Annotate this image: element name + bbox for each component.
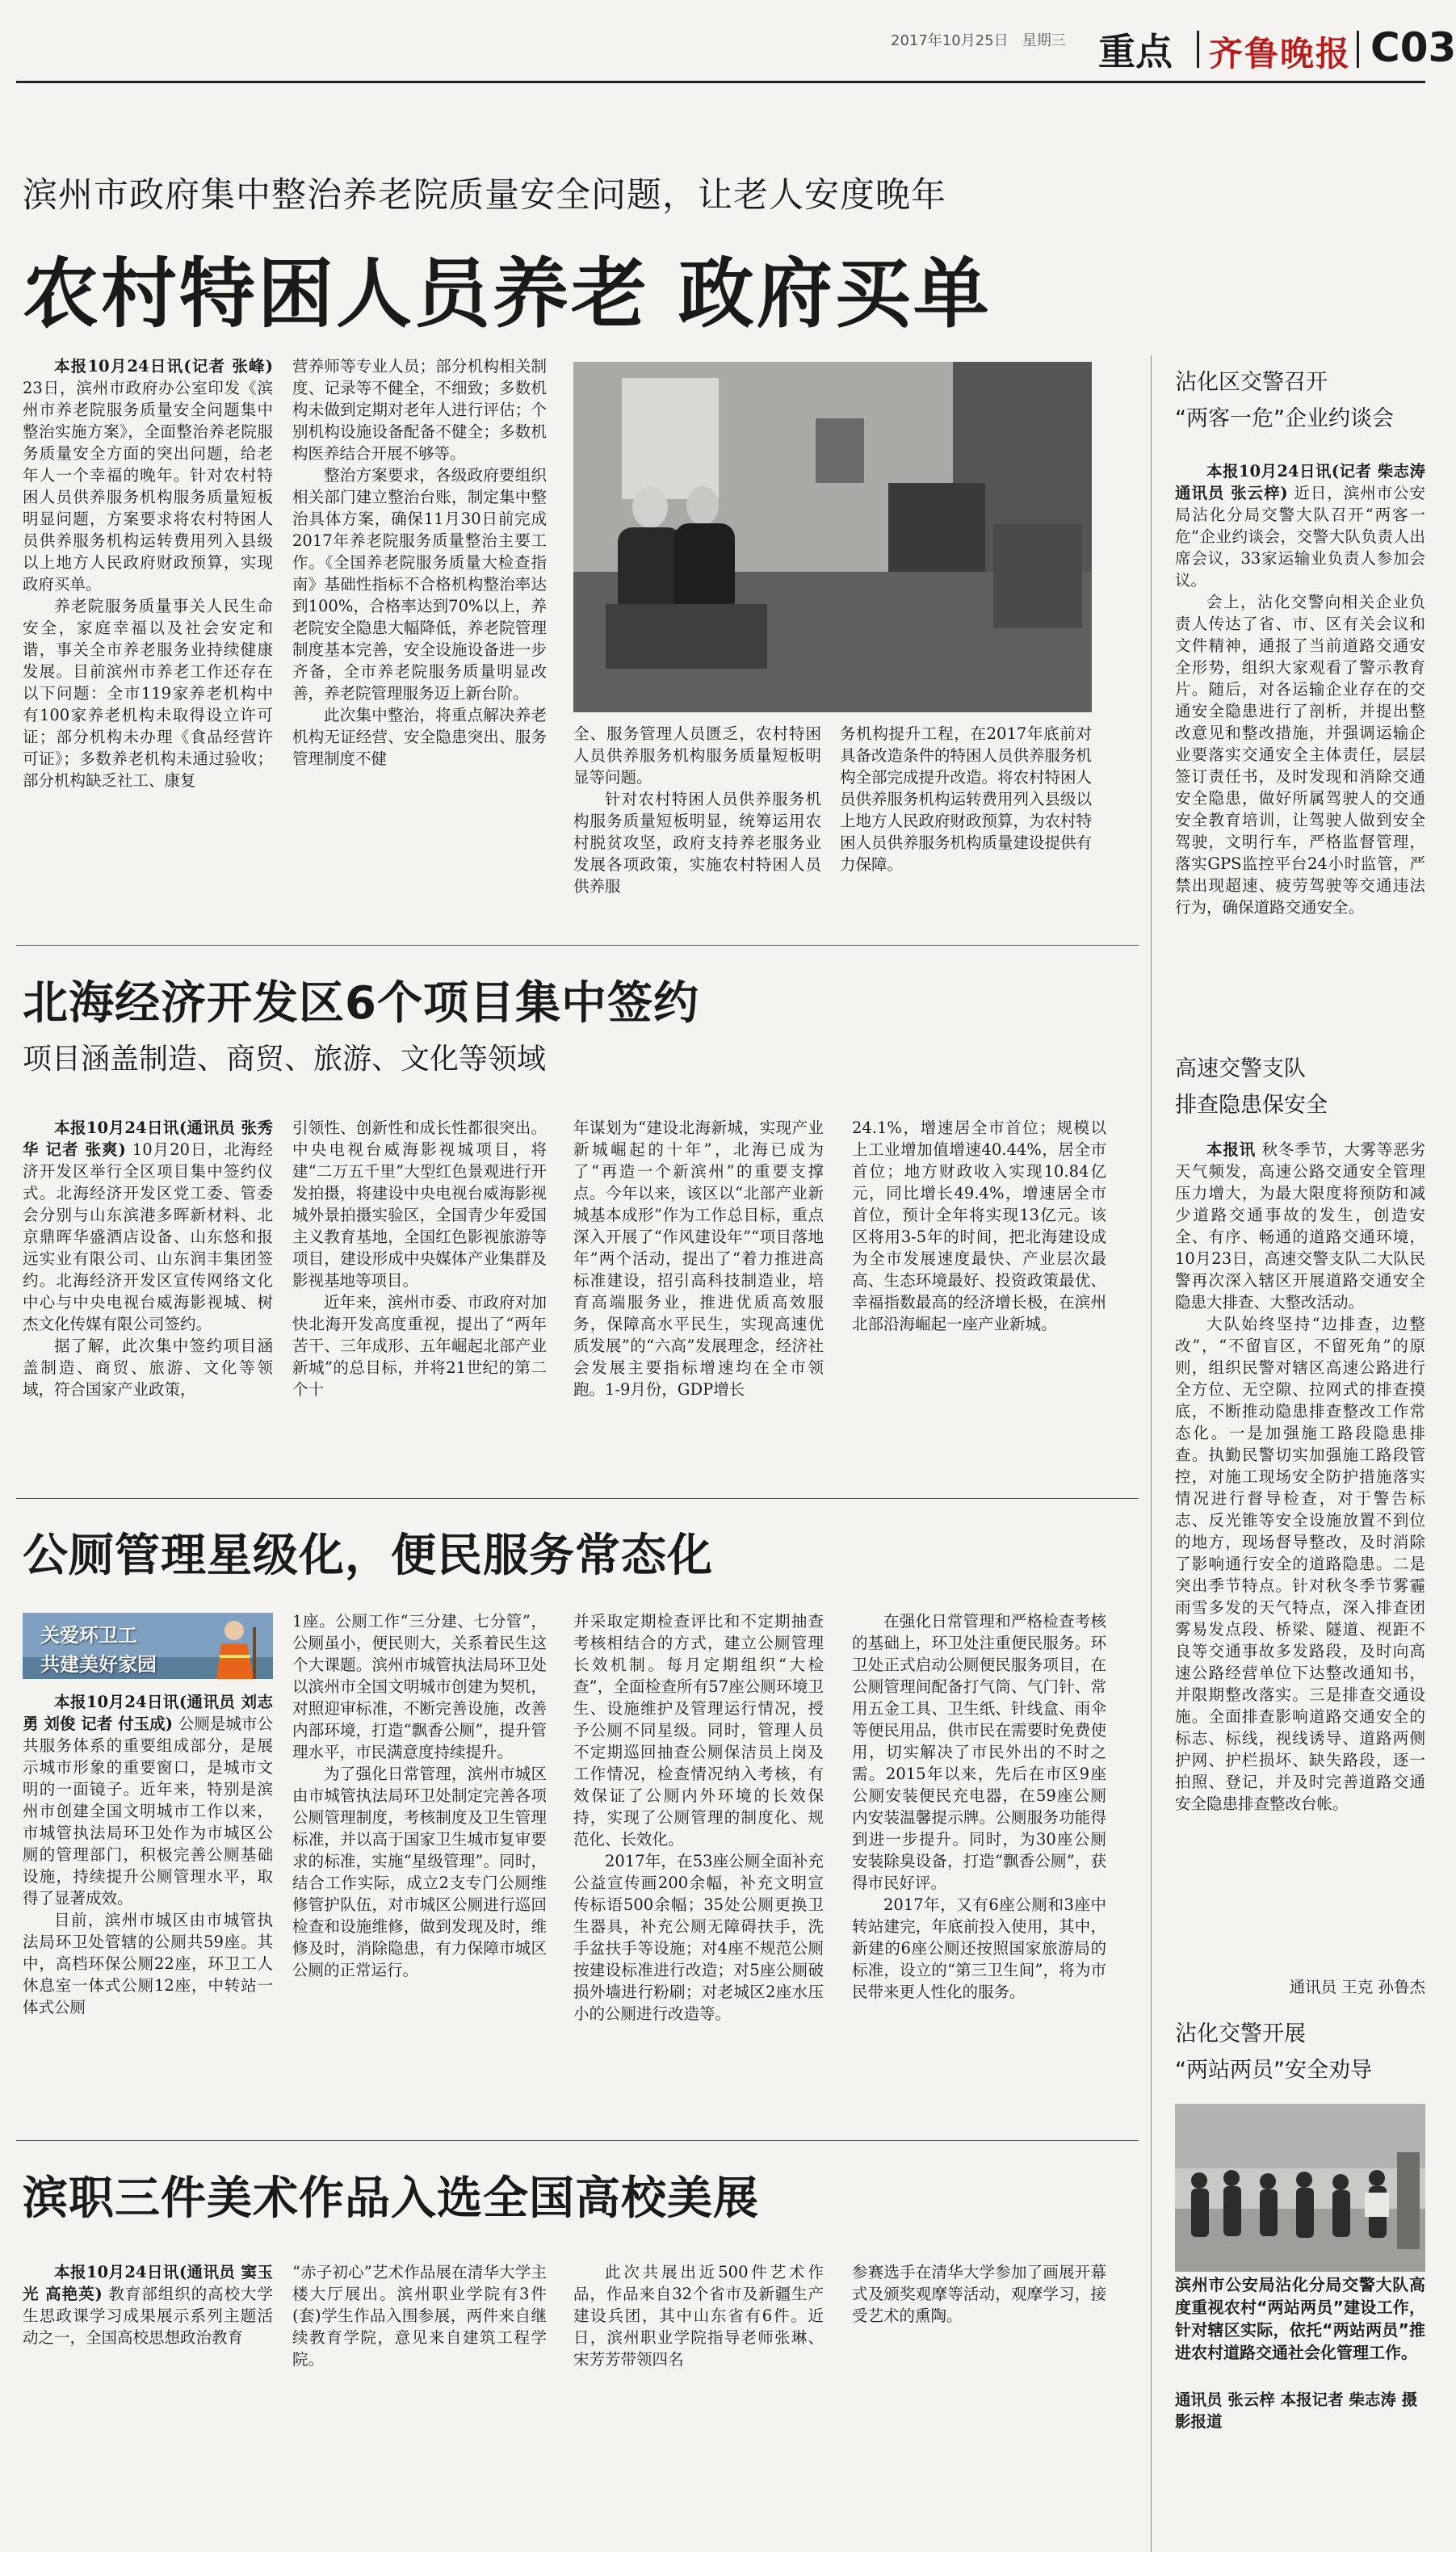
story2-para: 年谋划为“建设北海新城，实现产业新城崛起的十年”，北海已成为了“再造一个新滨州”的重要支撑点。今年以来，该区以“北部产业新城基本成形”作为工作总目标，重点深入开展了“作风建设年”“项目落地年”两个活动，提出了“着力推进高标准建设，招引高科技制造业，培育高端服务业，推进优质高效服务，保障高水平民生，实现高速优质发展”的“六高”发展理念，经济社会发展主要指标增速均在全市领跑。1-9月份，GDP增长 — [573, 1119, 824, 1399]
story2-col2 — [292, 1117, 547, 1480]
side1-body — [1175, 460, 1425, 1040]
story2-col4 — [852, 1117, 1106, 1480]
weekday-text: 星期三 — [1022, 32, 1066, 49]
issue-date — [891, 29, 1066, 50]
paper-logo: 齐鲁晚报 — [1209, 34, 1352, 73]
section-rule — [16, 945, 1139, 946]
header-rule — [16, 81, 1425, 83]
story2-col1 — [23, 1117, 273, 1480]
side3-caption: 滨州市公安局沾化分局交警大队高度重视农村“两站两员”建设工作，针对辖区实际，依托“两站两员”推进农村道路交通社会化管理工作。 — [1175, 2275, 1425, 2362]
story4-para: “赤子初心”艺术作品展在清华大学主楼大厅展出。滨州职业学院有3件(套)学生作品入围参展，两件来自继续教育学院，意见来自建筑工程学院。 — [292, 2263, 547, 2369]
story1-para: 整治方案要求，各级政府要组织相关部门建立整治台账，制定集中整治具体方案，确保11月30日前完成2017年养老院服务质量整治主要工作。《全国养老院服务质量大检查指南》基础性指标不合格机构整治率达到100%，合格率达到70%以上，养老院安全隐患大幅降低，养老院管理制度基本完善，安全设施设备进一步齐备，全市养老院服务质量明显改善，养老院管理服务迈上新台阶。 — [292, 466, 547, 703]
story1-para: 针对农村特困人员供养服务机构服务质量短板明显，统筹运用农村脱贫攻坚，政府支持养老服务业发展各项政策，实施农村特困人员供养服 — [573, 790, 821, 896]
side2-para: 秋冬季节，大雾等恶劣天气频发，高速公路交通安全管理压力增大，为最大限度将预防和减少道路交通事故的发生，创造安全、有序、畅通的道路交通环境，10月23日，高速交警支队二大队民警再次深入辖区开展道路交通安全隐患大排查、大整改活动。 — [1175, 1140, 1425, 1312]
story3-para: 目前，滨州市城区由市城管执法局环卫处管辖的公厕共59座。其中，高档环保公厕22座，环卫工人休息室一体式公厕12座，中转站一体式公厕 — [23, 1911, 273, 2017]
header-divider — [1197, 31, 1199, 68]
story3-dateline: 本报10月24日讯(通讯员 刘志勇 刘俊 记者 付玉成) — [23, 1693, 273, 1733]
side2-title-line2: 排查隐患保安全 — [1175, 1093, 1328, 1118]
side2-dateline: 本报讯 — [1206, 1140, 1262, 1159]
story4-col1 — [23, 2261, 273, 2399]
side2-byline: 通讯员 王克 孙鲁杰 — [1289, 1978, 1425, 1996]
story1-para: 营养师等专业人员；部分机构相关制度、记录等不健全，不细致；多数机构未做到定期对老年人进行评估；个别机构设施设备配备不健全；多数机构医养结合开展不够等。 — [292, 357, 547, 463]
story2-col3 — [573, 1117, 824, 1480]
story1-para: 养老院服务质量事关人民生命安全，家庭幸福以及社会安定和谐，事关全市养老服务业持续健康发展。目前滨州市养老工作还存在以下问题：全市119家养老机构中有100家养老机构未取得设立许可证；部分机构未办理《食品经营许可证》；多数养老机构未通过验收；部分机构缺乏社工、康复 — [23, 597, 273, 790]
story1-dateline: 本报10月24日讯(记者 张峰) — [54, 357, 273, 376]
side1-para: 近日，滨州市公安局沾化分局交警大队召开“两客一危”企业约谈会，交警大队负责人出席会议，33家运输业负责人参加会议。 — [1175, 484, 1425, 590]
story4-para: 此次共展出近500件艺术作品，作品来自32个省市及新疆生产建设兵团，其中山东省有6件。近日，滨州职业学院指导老师张琳、宋芳芳带领四名 — [573, 2263, 824, 2369]
story2-para: 10月20日，北海经济开发区举行全区项目集中签约仪式。北海经济开发区党工委、管委会分别与山东滨港多晖新材料、北京鼎晖华盛酒店设备、山东悠和报远实业有限公司、山东润丰集团签约。北海经济开发区宣传网络文化中心与中央电视台威海影视城、树杰文化传媒有限公司签约。 — [23, 1140, 273, 1333]
story2-subhead: 项目涵盖制造、商贸、旅游、文化等领域 — [23, 1043, 547, 1076]
story3-col4 — [852, 1610, 1106, 2124]
story4-para: 教育部组织的高校大学生思政课学习成果展示系列主题活动之一，全国高校思想政治教育 — [23, 2285, 273, 2347]
story4-dateline: 本报10月24日讯(通讯员 窦玉光 高艳英) — [23, 2263, 273, 2303]
story3-col3 — [573, 1610, 824, 2124]
side2-body — [1175, 1139, 1425, 1972]
side2-para: 大队始终坚持“边排查，边整改”，“不留盲区，不留死角”的原则，组织民警对辖区高速公路进行全方位、无空隙、拉网式的排查摸底，不断推动隐患排查整改工作常态化。一是加强施工路段隐患排查。执勤民警切实加强施工路段管控，对施工现场安全防护措施落实情况进行督导检查，对于警告标志、反光锥等安全设施放置不到位的地方，现场督导整改，及时消除了影响通行安全的道路隐患。二是突出季节特点。针对秋冬季节雾霾雨雪多发的天气特点，深入排查团雾易发点段、桥梁、隧道、视距不良等交通事故多发路段，及时向高速公路经营单位下达整改通知书，并限期整改落实。三是排查交通设施。全面排查影响道路交通安全的标志、标线，视线诱导、道路两侧护网、护栏损坏、缺失路段，逐一拍照、登记，并及时完善道路交通安全隐患排查整改台帐。 — [1175, 1315, 1425, 1813]
side3-title-line1: 沾化交警开展 — [1175, 2021, 1306, 2046]
story3-para: 在强化日常管理和严格检查考核的基础上，环卫处注重便民服务。环卫处正式启动公厕便民服务项目，在公厕管理间配备打气筒、气门针、常用五金工具、卫生纸、针线盒、雨伞等便民用品，供市民在需要时免费使用，切实解决了市民外出的不时之需。2015年以来，先后在市区9座公厕安装便民充电器，在59座公厕内安装温馨提示牌。公厕服务功能得到进一步提升。同时，为30座公厕安装除臭设备，打造“飘香公厕”，获得市民好评。 — [852, 1612, 1106, 1892]
story1-para: 23日，滨州市政府办公室印发《滨州市养老院服务质量安全问题集中整治实施方案》，全面整治养老院服务质量安全方面的突出问题，给老年人一个幸福的晚年。针对农村特困人员供养服务机构服务质量短板明显问题，方案要求将农村特困人员供养服务机构运转费用列入县级以上地方人民政府财政预算，实现政府买单。 — [23, 379, 273, 594]
side2-title-line1: 高速交警支队 — [1175, 1056, 1306, 1081]
side1-para: 会上，沾化交警向相关企业负责人传达了省、市、区有关会议和文件精神，通报了当前道路交通安全形势，组织大家观看了警示教育片。随后，对各运输企业存在的交通安全隐患进行了剖析，并提出整改意见和整改措施，并强调运输企业要落实交通安全主体责任，层层签订责任书，及时发现和消除交通安全隐患，做好所属驾驶人的交通安全教育培训，让驾驶人做到安全驾驶，文明行车，严格监督管理，落实GPS监控平台24小时监管，严禁出现超速、疲劳驾驶等交通违法行为，确保道路交通安全。 — [1175, 593, 1425, 917]
story1-para: 全、服务管理人员匮乏，农村特困人员供养服务机构服务质量短板明显等问题。 — [573, 724, 821, 787]
story2-para: 引领性、创新性和成长性都很突出。中央电视台威海影视城项目，将建“二万五千里”大型红色景观进行开发拍摄，将建设中央电视台威海影视城外景拍摄实验区，全国青少年爱国主义教育基地，全国红色影视旅游等项目，建设形成中央媒体产业集群及影视基地等项目。 — [292, 1119, 547, 1290]
story1-col2 — [292, 355, 547, 921]
story2-para: 近年来，滨州市委、市政府对加快北海开发高度重视，提出了“两年苦干、三年成形、五年崛起北部产业新城”的总目标，并将21世纪的第二个十 — [292, 1293, 547, 1399]
date-text: 2017年10月25日 — [891, 32, 1009, 49]
story4-headline: 滨职三件美术作品入选全国高校美展 — [23, 2172, 759, 2225]
story2-para: 24.1%，增速居全市首位；规模以上工业增加值增速40.44%，居全市首位；地方财政收入实现10.84亿元，同比增长49.4%，增速居全市首位，预计全年将实现13亿元。该区将用3-5年的时间，把北海建设成为全市发展速度最快、产业层次最高、生态环境最好、投资政策最优、幸福指数最高的经济增长极，在滨州北部沿海崛起一座产业新城。 — [852, 1119, 1106, 1333]
story1-headline: 农村特困人员养老 政府买单 — [23, 250, 992, 338]
story3-para: 2017年，又有6座公厕和3座中转站建完，年底前投入使用，其中，新建的6座公厕还按照国家旅游局的标准，设立的“第三卫生间”，将为市民带来更人性化的服务。 — [852, 1895, 1106, 2001]
story1-kicker: 滨州市政府集中整治养老院质量安全问题，让老人安度晚年 — [23, 175, 946, 216]
story3-para: 为了强化日常管理，滨州市城区由市城管执法局环卫处制定完善各项公厕管理制度，考核制度及卫生管理标准，并以高于国家卫生城市复审要求的标准，实施“星级管理”。同时，结合工作实际，成立2支专门公厕维修管护队伍，对市城区公厕进行巡回检查和设施维修，做到发现及时，维修及时，消除隐患，有力保障市城区公厕的正常运行。 — [292, 1765, 547, 1979]
story4-col3 — [573, 2261, 824, 2399]
story3-para: 公厕是城市公共服务体系的重要组成部分，是展示城市形象的重要窗口，是城市文明的一面镜子。近年来，特别是滨州市创建全国文明城市工作以来，市城管执法局环卫处作为市城区公厕的管理部门，积极完善公厕基础设施，持续提升公厕管理水平，取得了显著成效。 — [23, 1715, 273, 1908]
side1-dateline: 本报10月24日讯(记者 柴志涛 通讯员 张云梓) — [1175, 462, 1425, 502]
section-title: 重点 — [1098, 30, 1173, 73]
story4-col4 — [852, 2261, 1106, 2399]
story3-col2 — [292, 1610, 547, 2124]
badge-line2: 共建美好家园 — [40, 1653, 157, 1676]
story1-col1 — [23, 355, 273, 921]
story1-col3 — [573, 723, 821, 921]
section-rule — [16, 1498, 1139, 1499]
story3-para: 1座。公厕工作“三分建、七分管”，公厕虽小，便民则大，关系着民生这个大课题。滨州市城管执法局环卫处以滨州市全国文明城市创建为契机，对照迎审标准，不断完善设施，改善内部环境，打造“飘香公厕”，提升管理水平，市民满意度持续提升。 — [292, 1612, 547, 1761]
side1-title-line2: “两客一危”企业约谈会 — [1175, 406, 1394, 431]
story3-headline: 公厕管理星级化，便民服务常态化 — [23, 1530, 713, 1582]
badge-line1: 关爱环卫工 — [40, 1624, 137, 1647]
sanitation-worker-badge — [23, 1613, 273, 1679]
page-number: C03 — [1370, 24, 1456, 71]
story3-para: 并采取定期检查评比和不定期抽查考核相结合的方式，建立公厕管理长效机制。每月定期组织“大检查”，全面检查所有57座公厕环境卫生、设施维护及管理运行情况，授予公厕不同星级。同时，管理人员不定期巡回抽查公厕保洁员上岗及工作情况，检查情况纳入考核，有效保证了公厕内外环境的长效保持，实现了公厕管理的制度化、规范化、长效化。 — [573, 1612, 824, 1849]
story1-para: 务机构提升工程，在2017年底前对具备改造条件的特困人员供养服务机构全部完成提升改造。将农村特困人员供养服务机构运转费用列入县级以上地方人民政府财政预算，为农村特困人员供养服务机构质量建设提供有力保障。 — [840, 724, 1093, 874]
story3-para: 2017年，在53座公厕全面补充公益宣传画200余幅，补充文明宣传标语500余幅；35处公厕更换卫生器具，补充公厕无障碍扶手，洗手盆扶手等设施；对4座不规范公厕按建设标准进行改造；对5座公厕破损外墙进行粉刷；对老城区2座水压小的公厕进行改造等。 — [573, 1852, 824, 2023]
story4-col2 — [292, 2261, 547, 2399]
side1-title-line1: 沾化区交警召开 — [1175, 370, 1328, 395]
story4-para: 参赛选手在清华大学参加了画展开幕式及颁奖观摩等活动，观摩学习，接受艺术的熏陶。 — [852, 2263, 1106, 2325]
header-divider — [1357, 31, 1359, 68]
traffic-police-photo — [1175, 2104, 1425, 2272]
sidebar-divider — [1151, 355, 1152, 2552]
story2-para: 据了解，此次集中签约项目涵盖制造、商贸、旅游、文化等领域，符合国家产业政策， — [23, 1337, 273, 1399]
story2-headline: 北海经济开发区6个项目集中签约 — [23, 977, 699, 1030]
story3-col1 — [23, 1691, 273, 2124]
story1-para: 此次集中整治，将重点解决养老机构无证经营、安全隐患突出、服务管理制度不健 — [292, 706, 547, 768]
side3-title-line2: “两站两员”安全劝导 — [1175, 2058, 1372, 2083]
side3-byline: 通讯员 张云梓 本报记者 柴志涛 摄影报道 — [1175, 2390, 1418, 2431]
story2-dateline: 本报10月24日讯(通讯员 张秀华 记者 张爽) — [23, 1119, 273, 1159]
elderly-couple-photo — [573, 362, 1092, 712]
story1-col4 — [840, 723, 1092, 921]
section-rule — [16, 2140, 1139, 2141]
